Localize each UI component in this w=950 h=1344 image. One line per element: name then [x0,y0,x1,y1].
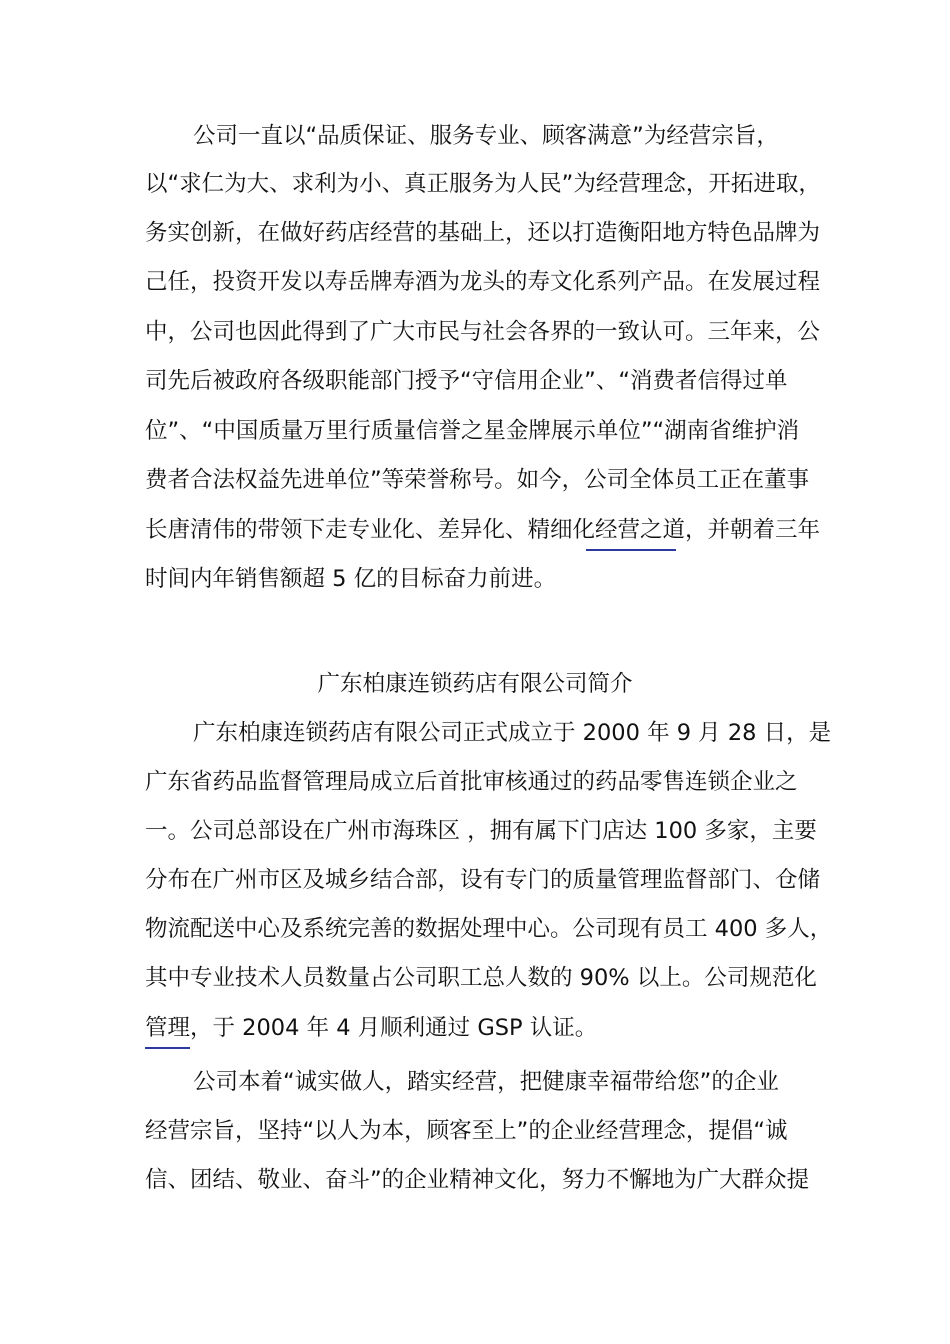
paragraph-line: 中，公司也因此得到了广大市民与社会各界的一致认可。三年来，公 [145,319,821,345]
paragraph-line: 司先后被政府各级职能部门授予“守信用企业”、“消费者信得过单 [145,368,788,394]
paragraph-line: 分布在广州市区及城乡结合部，设有专门的质量管理监督部门、仓储 [145,867,821,893]
paragraph-line: 位”、“中国质量万里行质量信誉之星金牌展示单位”“湖南省维护消 [145,418,800,444]
paragraph-line: 公司一直以“品质保证、服务专业、顾客满意”为经营宗旨， [193,123,779,149]
paragraph-line: 己任，投资开发以寿岳牌寿酒为龙头的寿文化系列产品。在发展过程 [145,269,821,295]
paragraph-line: 经营宗旨，坚持“以人为本，顾客至上”的企业经营理念，提倡“诚 [145,1118,788,1144]
paragraph-line: 费者合法权益先进单位”等荣誉称号。如今，公司全体员工正在董事 [145,467,810,493]
paragraph-line: 公司本着“诚实做人，踏实经营，把健康幸福带给您”的企业 [193,1069,779,1095]
spellcheck-underline [586,549,676,551]
paragraph-line: 广东柏康连锁药店有限公司正式成立于 2000 年 9 月 28 日，是 [193,720,832,746]
section-title: 广东柏康连锁药店有限公司简介 [317,671,633,697]
paragraph-line: 以“求仁为大、求利为小、真正服务为人民”为经营理念，开拓进取， [145,171,821,197]
paragraph-line: 长唐清伟的带领下走专业化、差异化、精细化经营之道，并朝着三年 [145,517,821,543]
paragraph-line: 一。公司总部设在广州市海珠区 ，拥有属下门店达 100 多家，主要 [145,818,817,844]
paragraph-line: 物流配送中心及系统完善的数据处理中心。公司现有员工 400 多人， [145,916,833,942]
paragraph-line: 管理，于 2004 年 4 月顺利通过 GSP 认证。 [145,1015,598,1041]
paragraph-line: 信、团结、敬业、奋斗”的企业精神文化，努力不懈地为广大群众提 [145,1167,810,1193]
paragraph-line: 时间内年销售额超 5 亿的目标奋力前进。 [145,566,557,592]
paragraph-line: 务实创新，在做好药店经营的基础上，还以打造衡阳地方特色品牌为 [145,220,821,246]
paragraph-line: 广东省药品监督管理局成立后首批审核通过的药品零售连锁企业之 [145,769,798,795]
paragraph-line: 其中专业技术人员数量占公司职工总人数的 90% 以上。公司规范化 [145,965,817,991]
spellcheck-underline [145,1047,190,1049]
